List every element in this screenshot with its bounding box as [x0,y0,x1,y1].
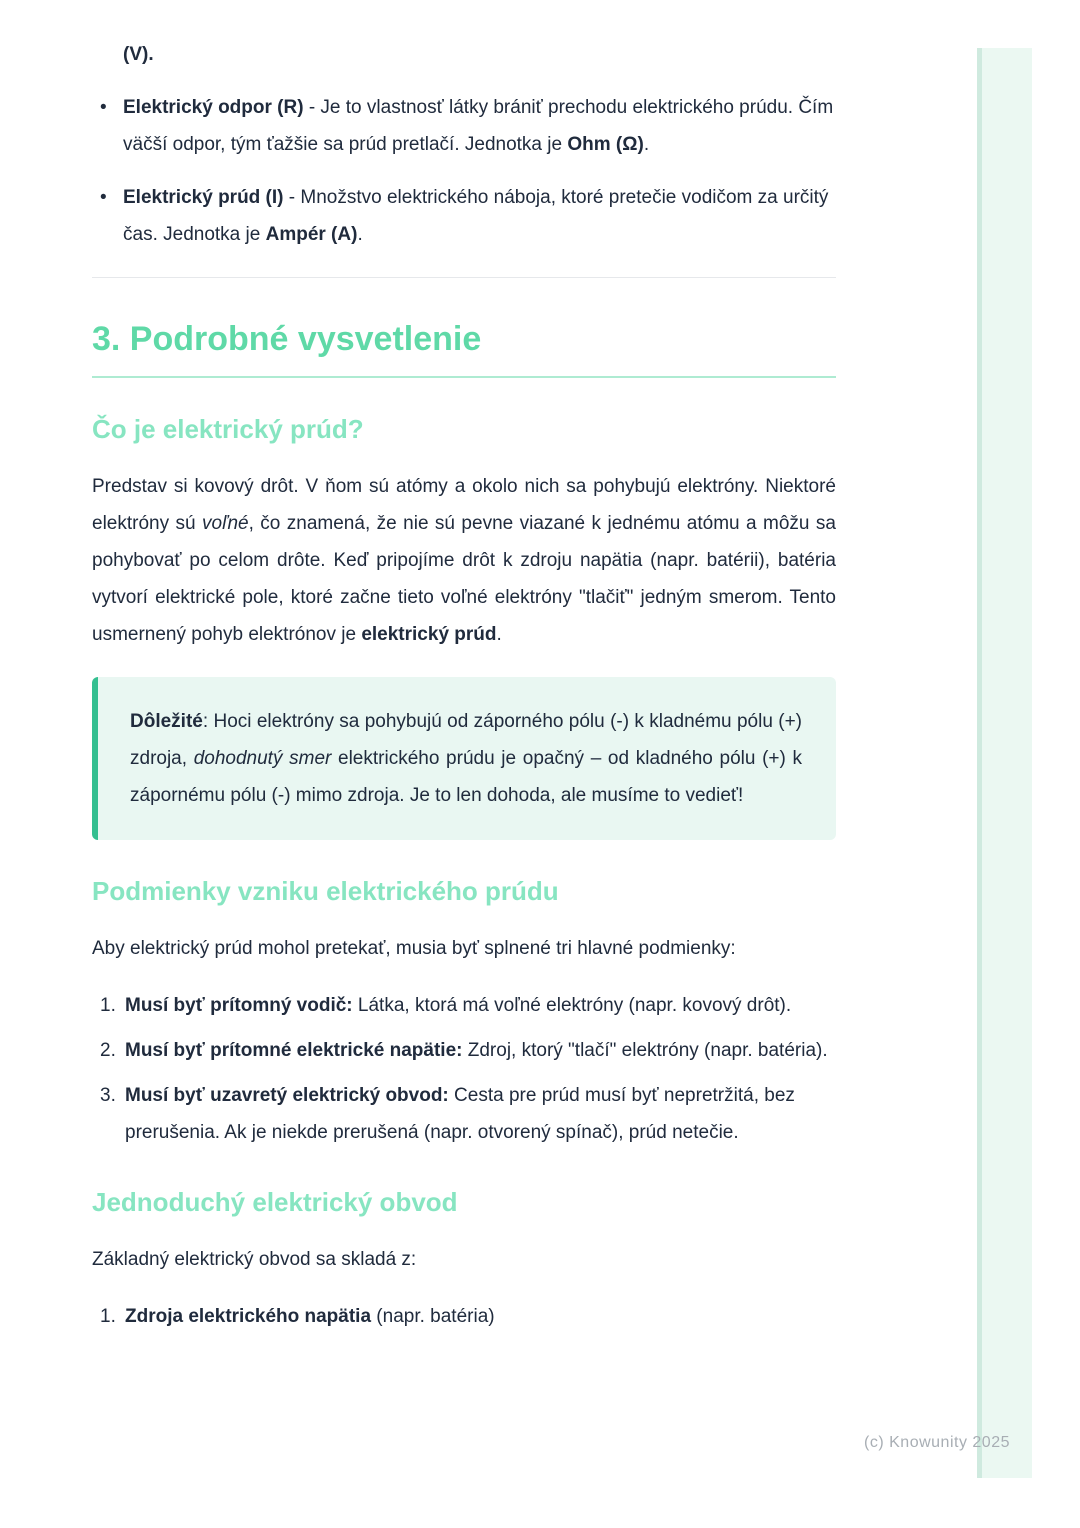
paragraph-current-explanation: Predstav si kovový drôt. V ňom sú atómy a okolo nich sa pohybujú elektróny. Niektoré elektróny sú voľné, čo znamená, že nie sú pevne viazané k jednému atómu a môžu sa pohybovať po celom drôte. Keď pripojíme drôt k zdroju napätia (napr. batérii), batéria vytvorí elektrické pole, ktoré začne tieto voľné elektróny "tlačiť" jedným smerom. Tento usmernený pohyb elektrónov je elektrický prúd. [92,476,836,645]
page-edge-accent-bar [977,48,1032,1478]
list-item-continuation-volt-unit: (V). [123,44,154,65]
sub-heading-simple-circuit: Jednoduchý elektrický obvod [92,1187,458,1217]
sub-heading-conditions: Podmienky vzniku elektrického prúdu [92,876,559,906]
list-item-electric-resistance: • Elektrický odpor (R) - Je to vlastnosť látky brániť prechodu elektrického prúdu. Čím väčší odpor, tým ťažšie sa prúd pretlačí. Jednotka je Ohm (Ω). [92,89,836,163]
list-item-condition-closed-circuit: Musí byť uzavretý elektrický obvod: Cesta pre prúd musí byť nepretržitá, bez prerušenia. Ak je niekde prerušená (napr. otvorený spínač), prúd netečie. [125,1085,795,1143]
section-divider [92,277,836,278]
circuit-components-list [92,1298,836,1335]
section-title: 3. Podrobné vysvetlenie [92,318,836,378]
callout-text: Dôležité: Hoci elektróny sa pohybujú od záporného pólu (-) k kladnému pólu (+) zdroja, dohodnutý smer elektrického prúdu je opačný – od kladného pólu (+) k zápornému pólu (-) mimo zdroja. Je to len dohoda, ale musíme to vedieť! [130,711,803,806]
conditions-numbered-list [92,987,836,1151]
copyright-watermark: (c) Knowunity 2025 [864,1434,1010,1451]
sub-heading-what-is-current: Čo je elektrický prúd? [92,414,364,444]
important-callout [92,677,836,840]
list-item-condition-conductor: Musí byť prítomný vodič: Látka, ktorá má voľné elektróny (napr. kovový drôt). [125,995,792,1016]
term-definition-list [92,89,836,253]
document-content [92,0,836,1335]
paragraph-conditions-intro: Aby elektrický prúd mohol pretekať, musia byť splnené tri hlavné podmienky: [92,938,736,959]
list-item-electric-current-term: • Elektrický prúd (I) - Množstvo elektrického náboja, ktoré pretečie vodičom za určitý čas. Jednotka je Ampér (A). [92,179,836,253]
list-item-voltage-source: Zdroja elektrického napätia (napr. batéria) [125,1306,495,1327]
paragraph-circuit-intro: Základný elektrický obvod sa skladá z: [92,1249,417,1270]
list-item-condition-voltage: Musí byť prítomné elektrické napätie: Zdroj, ktorý "tlačí" elektróny (napr. batéria). [125,1040,828,1061]
